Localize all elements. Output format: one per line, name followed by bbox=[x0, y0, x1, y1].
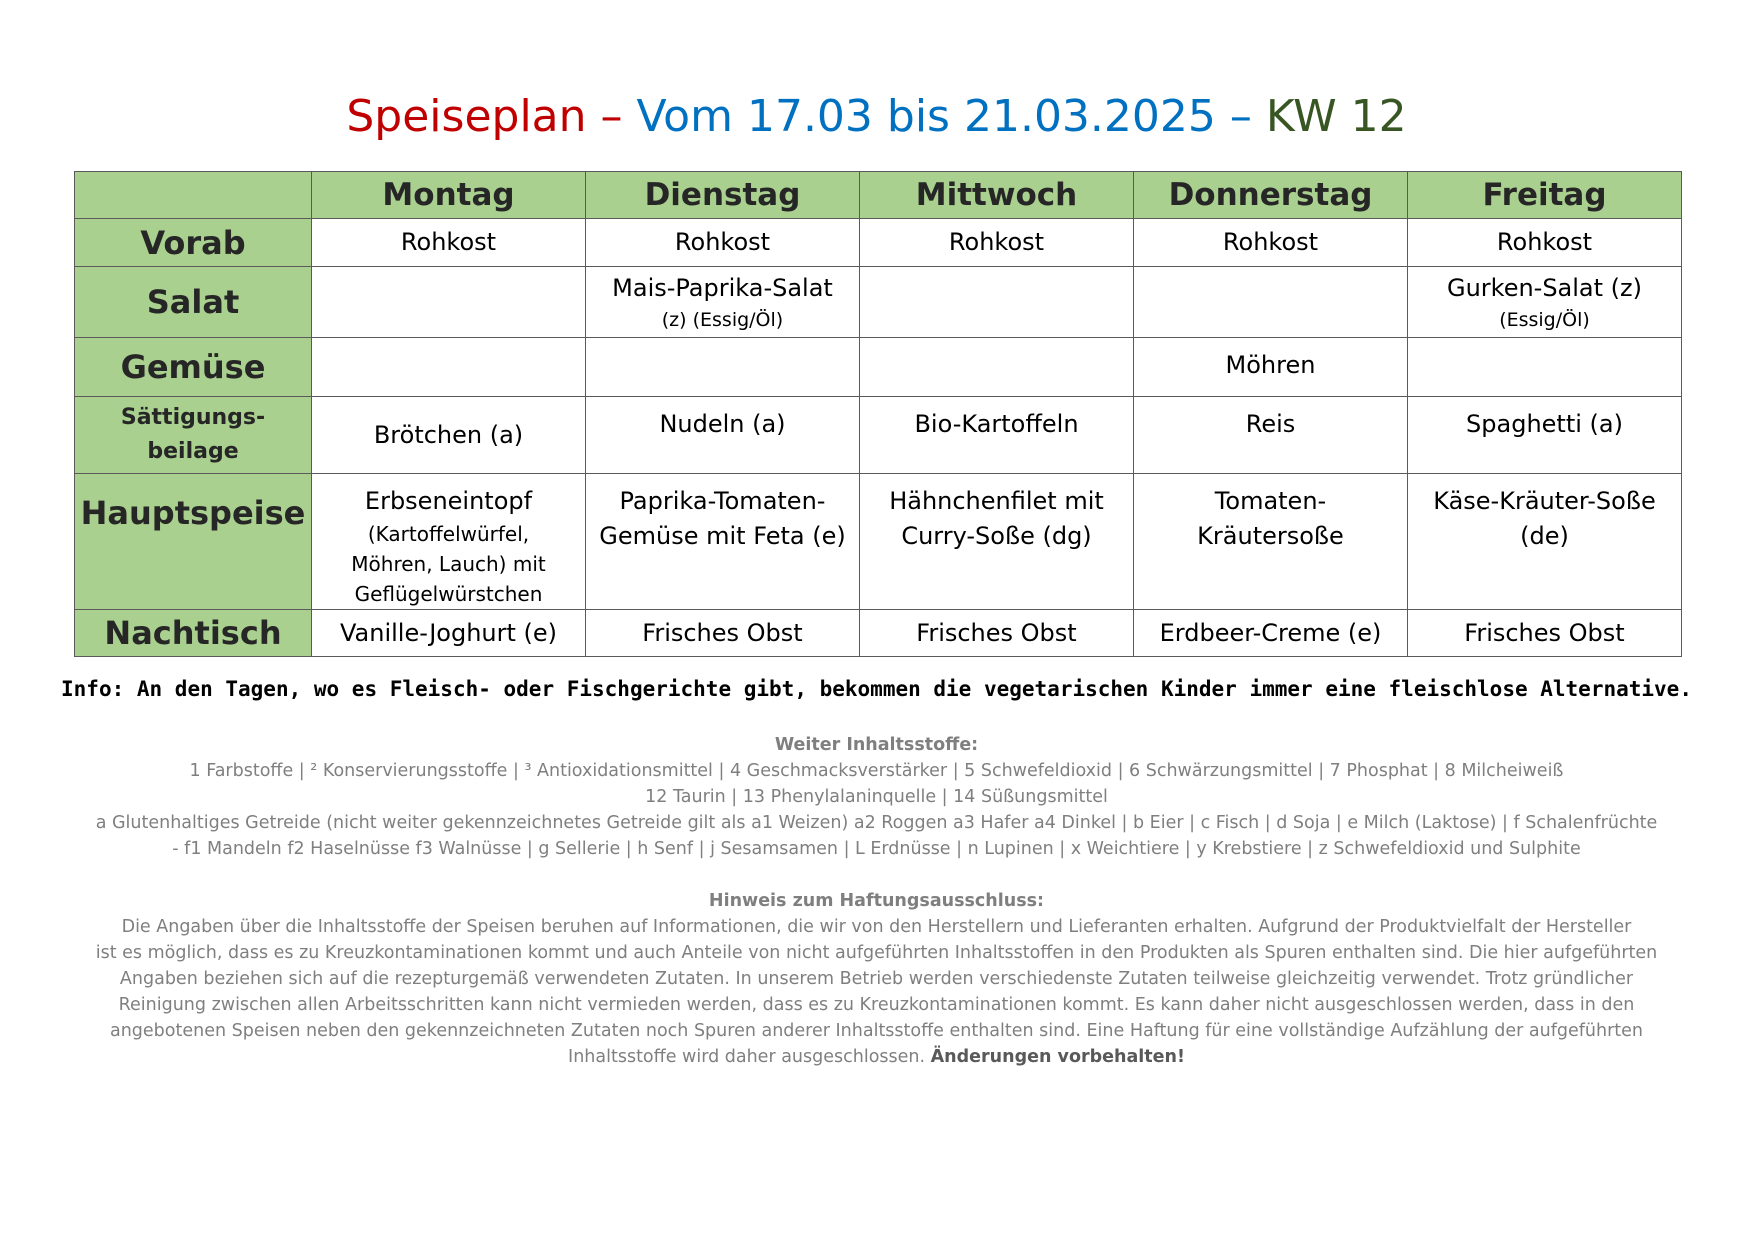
disclaimer-line: Angaben beziehen sich auf die rezepturgemäß verwendeten Zutaten. In unserem Betrieb werden verschiedenste Zutaten teilweise gleichzeitig verwendet. Trotz gründlicher bbox=[119, 969, 1634, 989]
menu-cell bbox=[312, 267, 586, 338]
dish-name: Tomaten- bbox=[1214, 487, 1327, 515]
menu-cell: Frisches Obst bbox=[1408, 610, 1682, 657]
disclaimer-line: Reinigung zwischen allen Arbeitsschritten kann nicht vermieden werden, dass es zu Kreuzkontaminationen kommt. Es kann daher nicht ausgeschlossen werden, dass in den bbox=[118, 995, 1635, 1015]
dish-name: Käse-Kräuter-Soße bbox=[1433, 487, 1656, 515]
menu-cell bbox=[1408, 474, 1682, 610]
disclaimer-last-line bbox=[60, 1044, 1693, 1070]
legend-line: - f1 Mandeln f2 Haselnüsse f3 Walnüsse | g Sellerie | h Senf | j Sesamsamen | L Erdnüsse | n Lupinen | x Weichtiere | y Krebstiere | z Schwefeldioxid und Sulphite bbox=[172, 839, 1581, 859]
disclaimer-heading: Hinweis zum Haftungsausschluss: bbox=[708, 891, 1045, 911]
legend-line: a Glutenhaltiges Getreide (nicht weiter gekennzeichnetes Getreide gilt als a1 Weizen) a2 Roggen a3 Hafer a4 Dinkel | b Eier | c Fisch | d Soja | e Milch (Laktose) | f Schalenfrüchte bbox=[95, 813, 1658, 833]
row-label-line: Sättigungs- bbox=[120, 405, 266, 430]
table-row bbox=[75, 338, 1682, 397]
menu-cell: Rohkost bbox=[860, 219, 1134, 267]
disclaimer-changes-reserved: Änderungen vorbehalten! bbox=[930, 1047, 1185, 1067]
disclaimer-line: Die Angaben über die Inhaltsstoffe der Speisen beruhen auf Informationen, die wir von den Herstellern und Lieferanten erhalten. Aufgrund der Produktvielfalt der Hersteller bbox=[121, 917, 1632, 937]
row-label-line: beilage bbox=[147, 439, 239, 464]
legend-spacer bbox=[60, 862, 1693, 888]
dish-name: Kräutersoße bbox=[1197, 522, 1344, 550]
table-row bbox=[75, 474, 1682, 610]
dish-name: Curry-Soße (dg) bbox=[901, 522, 1092, 550]
table-row bbox=[75, 219, 1682, 267]
dish-detail: Geflügelwürstchen bbox=[354, 582, 543, 606]
dish-name: Paprika-Tomaten- bbox=[619, 487, 826, 515]
menu-cell: Vanille-Joghurt (e) bbox=[312, 610, 586, 657]
title-separator: – bbox=[1215, 91, 1266, 142]
day-header-dienstag: Dienstag bbox=[586, 172, 860, 219]
row-label-salat: Salat bbox=[75, 267, 312, 338]
menu-cell: Frisches Obst bbox=[860, 610, 1134, 657]
menu-cell: Erdbeer-Creme (e) bbox=[1134, 610, 1408, 657]
menu-cell bbox=[312, 338, 586, 397]
dish-name: Gurken-Salat (z) bbox=[1446, 273, 1643, 302]
menu-cell: Spaghetti (a) bbox=[1408, 397, 1682, 474]
row-label-saettigungsbeilage bbox=[75, 397, 312, 474]
menu-cell: Bio-Kartoffeln bbox=[860, 397, 1134, 474]
dish-note: (z) (Essig/Öl) bbox=[661, 308, 784, 331]
menu-cell: Brötchen (a) bbox=[312, 397, 586, 474]
title-separator: – bbox=[586, 91, 637, 142]
table-row bbox=[75, 267, 1682, 338]
row-label-vorab: Vorab bbox=[75, 219, 312, 267]
disclaimer-line: ist es möglich, dass es zu Kreuzkontaminationen kommt und auch Anteile von nicht aufgeführten Inhaltsstoffen in den Produkten als Spuren enthalten sind. Die hier aufgeführten bbox=[95, 943, 1658, 963]
title-date-range: Vom 17.03 bis 21.03.2025 bbox=[636, 91, 1216, 142]
row-label-gemuese: Gemüse bbox=[75, 338, 312, 397]
menu-cell: Rohkost bbox=[1134, 219, 1408, 267]
day-header-mittwoch: Mittwoch bbox=[860, 172, 1134, 219]
corner-cell bbox=[75, 172, 312, 219]
day-header-montag: Montag bbox=[312, 172, 586, 219]
menu-table bbox=[74, 171, 1682, 657]
dish-name: Erbseneintopf bbox=[364, 487, 533, 515]
menu-cell bbox=[860, 338, 1134, 397]
menu-cell: Möhren bbox=[1134, 338, 1408, 397]
legend-line: 1 Farbstoffe | ² Konservierungsstoffe | ³ Antioxidationsmittel | 4 Geschmacksverstärker | 5 Schwefeldioxid | 6 Schwärzungsmittel | 7 Phosphat | 8 Milcheiweiß bbox=[189, 761, 1564, 781]
ingredients-legend bbox=[60, 732, 1693, 1070]
table-row bbox=[75, 397, 1682, 474]
disclaimer-line: angebotenen Speisen neben den gekennzeichneten Zutaten noch Spuren anderer Inhaltsstoffe enthalten sind. Eine Haftung für eine vollständige Aufzählung der aufgeführten bbox=[109, 1021, 1644, 1041]
day-header-donnerstag: Donnerstag bbox=[1134, 172, 1408, 219]
dish-name: Gemüse mit Feta (e) bbox=[599, 522, 846, 550]
menu-cell bbox=[586, 338, 860, 397]
dish-detail: (Kartoffelwürfel, bbox=[367, 522, 530, 546]
row-label-nachtisch: Nachtisch bbox=[75, 610, 312, 657]
menu-cell: Frisches Obst bbox=[586, 610, 860, 657]
menu-cell: Rohkost bbox=[312, 219, 586, 267]
day-header-freitag: Freitag bbox=[1408, 172, 1682, 219]
legend-line: 12 Taurin | 13 Phenylalaninquelle | 14 Süßungsmittel bbox=[645, 787, 1108, 807]
menu-cell bbox=[1134, 267, 1408, 338]
menu-cell bbox=[586, 267, 860, 338]
dish-name: Hähnchenfilet mit bbox=[889, 487, 1104, 515]
menu-cell bbox=[860, 267, 1134, 338]
disclaimer-last-text: Inhaltsstoffe wird daher ausgeschlossen. bbox=[568, 1047, 931, 1067]
title-speiseplan: Speiseplan bbox=[346, 91, 587, 142]
menu-cell bbox=[312, 474, 586, 610]
menu-cell: Nudeln (a) bbox=[586, 397, 860, 474]
menu-cell bbox=[1408, 267, 1682, 338]
title-week: KW 12 bbox=[1265, 91, 1407, 142]
table-row bbox=[75, 610, 1682, 657]
dish-name: (de) bbox=[1520, 522, 1569, 550]
menu-cell bbox=[1408, 338, 1682, 397]
page-title bbox=[0, 82, 1753, 152]
dish-note: (Essig/Öl) bbox=[1499, 308, 1590, 331]
menu-cell bbox=[860, 474, 1134, 610]
menu-cell bbox=[586, 474, 860, 610]
menu-cell bbox=[1134, 474, 1408, 610]
dish-name: Mais-Paprika-Salat bbox=[612, 273, 833, 302]
legend-heading: Weiter Inhaltsstoffe: bbox=[774, 735, 979, 755]
table-header-row bbox=[75, 172, 1682, 219]
row-label-hauptspeise: Hauptspeise bbox=[75, 474, 312, 610]
menu-cell: Rohkost bbox=[586, 219, 860, 267]
menu-cell: Reis bbox=[1134, 397, 1408, 474]
info-note: Info: An den Tagen, wo es Fleisch- oder Fischgerichte gibt, bekommen die vegetarischen Kinder immer eine fleischlose Alternative. bbox=[61, 677, 1692, 701]
menu-cell: Rohkost bbox=[1408, 219, 1682, 267]
dish-detail: Möhren, Lauch) mit bbox=[351, 552, 546, 576]
